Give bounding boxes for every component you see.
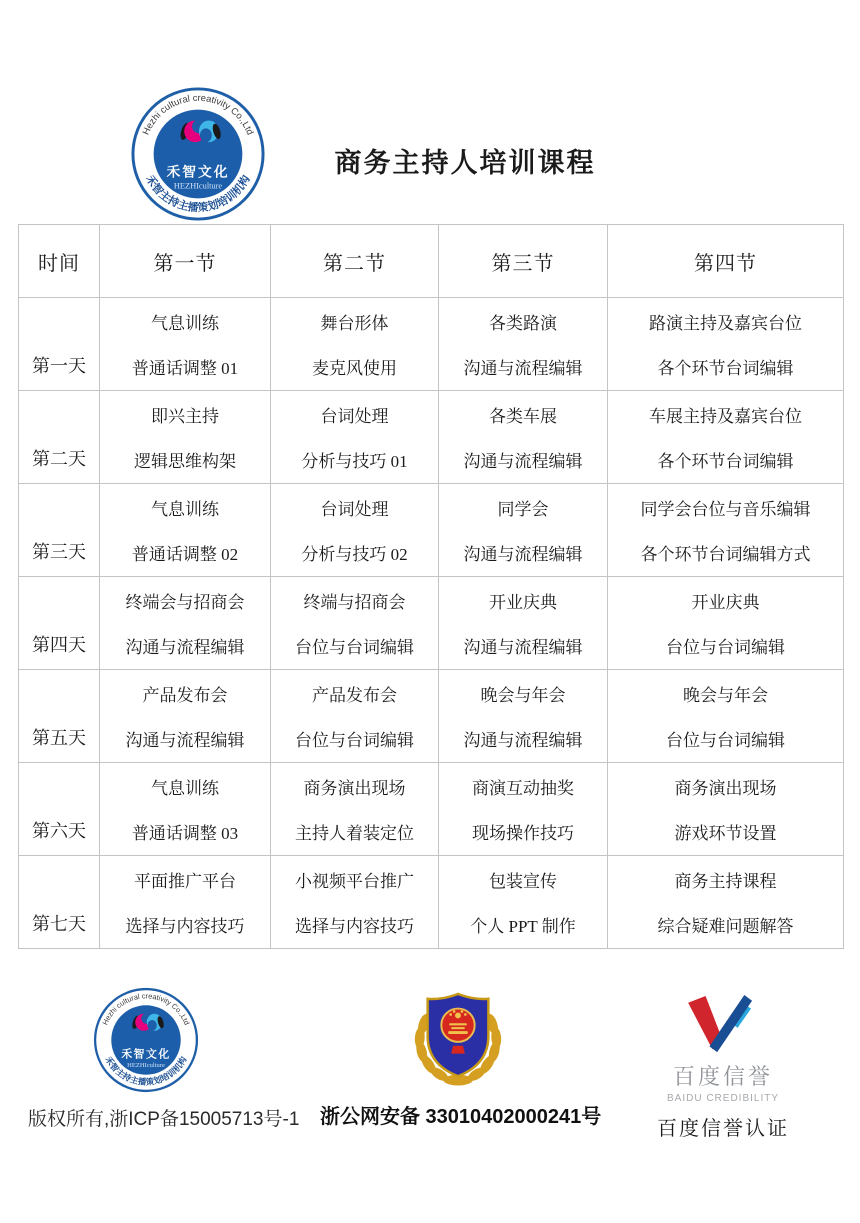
day-label: 第四天 [32, 635, 86, 655]
cell-line-1: 气息训练 [151, 314, 219, 333]
cell-line-1: 气息训练 [151, 500, 219, 519]
copyright-text: 版权所有,浙ICP备15005713号-1 [28, 1109, 300, 1130]
cell-line-2: 游戏环节设置 [674, 824, 777, 843]
cell-line-1: 气息训练 [151, 779, 219, 798]
day-label: 第五天 [32, 728, 86, 748]
schedule-cell [608, 298, 843, 390]
table-row [19, 391, 844, 484]
cell-line-1: 各类路演 [489, 314, 557, 333]
baidu-credibility-cn: 百度信誉 [672, 1064, 773, 1089]
cell-line-1: 商演互动抽奖 [472, 779, 574, 798]
police-record-text: 浙公网安备 33010402000241号 [320, 1106, 602, 1128]
day-label: 第一天 [32, 356, 86, 376]
schedule-cell [439, 484, 607, 576]
table-row [19, 298, 844, 391]
schedule-cell [271, 763, 438, 855]
schedule-cell [608, 763, 843, 855]
cell-line-2: 沟通与流程编辑 [463, 452, 583, 471]
cell-line-1: 产品发布会 [142, 686, 228, 705]
cell-line-2: 麦克风使用 [312, 359, 397, 378]
cell-line-1: 商务演出现场 [674, 779, 777, 798]
schedule-cell [100, 484, 270, 576]
cell-line-1: 商务主持课程 [674, 872, 777, 891]
schedule-body [19, 298, 844, 949]
schedule-cell [608, 670, 843, 762]
cell-line-1: 终端会与招商会 [125, 593, 245, 612]
schedule-cell [439, 856, 607, 948]
cell-line-2: 分析与技巧 02 [301, 545, 408, 564]
schedule-cell [271, 577, 438, 669]
cell-line-1: 终端与招商会 [303, 593, 406, 612]
cell-line-2: 普通话调整 02 [131, 545, 239, 564]
cell-line-2: 选择与内容技巧 [295, 917, 414, 936]
cell-line-1: 同学会 [497, 500, 549, 519]
cell-line-2: 沟通与流程编辑 [125, 638, 245, 657]
cell-line-2: 沟通与流程编辑 [125, 731, 245, 750]
page-title: 商务主持人培训课程 [334, 148, 596, 178]
schedule-cell [439, 763, 607, 855]
badge-ribbon [451, 1046, 465, 1054]
cell-line-1: 各类车展 [489, 407, 557, 426]
cell-line-1: 即兴主持 [151, 407, 219, 426]
cell-line-2: 分析与技巧 01 [301, 452, 408, 471]
cell-line-1: 台词处理 [320, 407, 389, 426]
schedule-cell [100, 577, 270, 669]
cell-line-2: 逻辑思维构架 [134, 452, 236, 471]
baidu-cert-label: 百度信誉认证 [657, 1118, 789, 1140]
cell-line-1: 小视频平台推广 [295, 872, 414, 891]
schedule-cell [271, 856, 438, 948]
schedule-cell [271, 391, 438, 483]
cell-line-1: 舞台形体 [320, 314, 389, 333]
col-header-session-4: 第四节 [608, 225, 844, 298]
col-header-session-1: 第一节 [100, 225, 271, 298]
cell-line-1: 产品发布会 [312, 686, 397, 705]
schedule-cell [439, 391, 607, 483]
cell-line-2: 沟通与流程编辑 [463, 545, 583, 564]
schedule-cell [100, 298, 270, 390]
schedule-cell [439, 670, 607, 762]
schedule-cell [100, 856, 270, 948]
day-label: 第七天 [32, 914, 86, 934]
cell-line-2: 台位与台词编辑 [666, 638, 785, 657]
schedule-cell [271, 484, 438, 576]
table-row [19, 577, 844, 670]
schedule-cell [439, 298, 607, 390]
table-row [19, 670, 844, 763]
cell-line-2: 普通话调整 03 [131, 824, 239, 843]
hezhi-logo-footer [92, 986, 200, 1094]
schedule-cell [100, 763, 270, 855]
schedule-cell [100, 670, 270, 762]
schedule-cell [608, 856, 843, 948]
baidu-credibility-en: BAIDU CREDIBILITY [666, 1093, 780, 1104]
cell-line-2: 综合疑难问题解答 [657, 917, 794, 936]
baidu-credibility-block [650, 994, 796, 1141]
schedule-cell [271, 670, 438, 762]
cell-line-2: 各个环节台词编辑方式 [640, 545, 811, 564]
schedule-cell [608, 391, 843, 483]
baidu-v-icon [684, 994, 762, 1056]
cell-line-2: 各个环节台词编辑 [657, 452, 794, 471]
cell-line-2: 沟通与流程编辑 [463, 359, 583, 378]
schedule-cell [608, 577, 843, 669]
cell-line-2: 台位与台词编辑 [295, 731, 414, 750]
cell-line-2: 各个环节台词编辑 [657, 359, 794, 378]
cell-line-1: 商务演出现场 [303, 779, 406, 798]
table-row [19, 763, 844, 856]
schedule-table [18, 224, 844, 949]
cell-line-1: 路演主持及嘉宾台位 [649, 314, 802, 333]
cell-line-2: 台位与台词编辑 [666, 731, 785, 750]
cell-line-1: 开业庆典 [489, 593, 557, 612]
table-row [19, 856, 844, 949]
day-label: 第二天 [32, 449, 86, 469]
col-header-session-3: 第三节 [439, 225, 608, 298]
day-label: 第六天 [32, 821, 86, 841]
cell-line-2: 沟通与流程编辑 [463, 731, 583, 750]
cell-line-1: 晚会与年会 [683, 686, 768, 705]
cell-line-1: 开业庆典 [691, 593, 760, 612]
table-row [19, 484, 844, 577]
schedule-cell [271, 298, 438, 390]
schedule-cell [439, 577, 607, 669]
col-header-session-2: 第二节 [271, 225, 439, 298]
hezhi-logo [129, 85, 267, 223]
col-header-time: 时间 [19, 225, 100, 298]
schedule-cell [100, 391, 270, 483]
cell-line-1: 同学会台位与音乐编辑 [640, 500, 811, 519]
cell-line-2: 主持人着装定位 [295, 824, 414, 843]
police-badge-icon [409, 984, 507, 1088]
day-label: 第三天 [32, 542, 86, 562]
cell-line-2: 普通话调整 01 [131, 359, 239, 378]
header-row [19, 225, 844, 298]
cell-line-1: 车展主持及嘉宾台位 [649, 407, 802, 426]
cell-line-2: 个人 PPT 制作 [470, 917, 576, 936]
cell-line-2: 选择与内容技巧 [125, 917, 245, 936]
cell-line-2: 现场操作技巧 [472, 824, 574, 843]
cell-line-2: 台位与台词编辑 [295, 638, 414, 657]
cell-line-1: 包装宣传 [489, 872, 557, 891]
schedule-cell [608, 484, 843, 576]
cell-line-2: 沟通与流程编辑 [463, 638, 583, 657]
cell-line-1: 台词处理 [320, 500, 389, 519]
cell-line-1: 晚会与年会 [480, 686, 566, 705]
cell-line-1: 平面推广平台 [134, 872, 236, 891]
